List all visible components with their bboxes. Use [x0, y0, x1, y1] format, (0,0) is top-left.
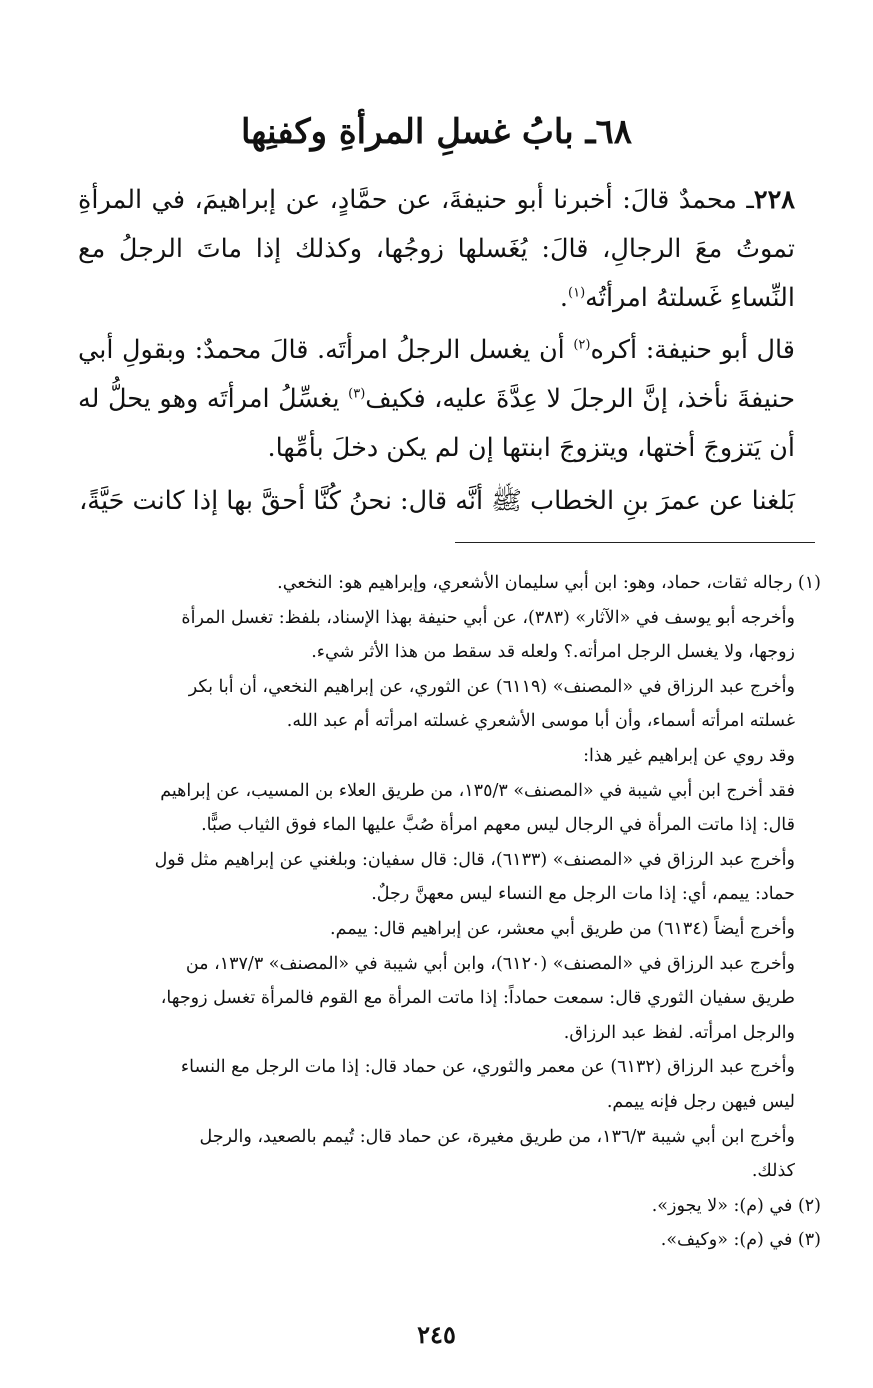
footnote-line: طريق سفيان الثوري قال: سمعت حماداً: إذا ماتت المرأة مع القوم فالمرأة تغسل زوجها،	[160, 988, 795, 1009]
footnote-line: وأخرج عبد الرزاق في «المصنف» (٦١٣٣)، قال: قال سفيان: وبلغني عن إبراهيم مثل قول	[154, 849, 795, 870]
footnote-line: وأخرجه أبو يوسف في «الآثار» (٣٨٣)، عن أبي حنيفة بهذا الإسناد، بلفظ: تغسل المرأة	[181, 607, 795, 628]
page-number: ٢٤٥	[417, 1320, 456, 1349]
footnote-line: كذلك.	[751, 1161, 795, 1182]
hadith-paragraph	[78, 176, 795, 323]
footnote-line: حماد: ييمم، أي: إذا مات الرجل مع النساء ليس معهنَّ رجلٌ.	[371, 884, 795, 905]
footnote-ref-2[interactable]: (٢)	[573, 337, 591, 353]
omar-line: بَلغنا عن عمرَ بنِ الخطاب ﷺ أنَّه قال: نحنُ كُنَّا أحقَّ بها إذا كانت حَيَّةً،	[79, 486, 795, 516]
chapter-title: ٦٨ـ بابُ غسلِ المرأةِ وكفنِها	[240, 112, 633, 152]
opinion-part-3: يغسِّلُ امرأتَه وهو يحلُّ له أن يَتزوجَ أختها، ويتزوجَ ابنتها إن لم يكن دخلَ بأمِّها.	[78, 384, 795, 463]
footnote-line: زوجها، ولا يغسل الرجل امرأته.؟ ولعله قد سقط من هذا الأثر شيء.	[311, 642, 795, 663]
footnotes	[80, 566, 821, 1258]
hadith-text: ـ محمدٌ قالَ: أخبرنا أبو حنيفةَ، عن حمَّادٍ، عن إبراهيمَ، في المرأةِ تموتُ معَ الرجالِ، قالَ: يُغَسلها زوجُها، وكذلك إذا ماتَ الرجلُ مع النِّساءِ غَسلتهُ امرأتُه	[78, 185, 795, 313]
footnote-ref-1[interactable]: (١)	[568, 285, 586, 301]
footnote-line: وأخرج أيضاً (٦١٣٤) من طريق أبي معشر، عن إبراهيم قال: ييمم.	[330, 918, 795, 939]
footnote-line: وأخرج ابن أبي شيبة ١٣٦/٣، من طريق مغيرة، عن حماد قال: تُيمم بالصعيد، والرجل	[199, 1126, 795, 1147]
footnote-line: (٢) في (م): «لا يجوز».	[651, 1195, 821, 1216]
footnote-line: وأخرج عبد الرزاق (٦١٣٢) عن معمر والثوري، عن حماد قال: إذا مات الرجل مع النساء	[180, 1057, 795, 1078]
footnote-line: قال: إذا ماتت المرأة في الرجال ليس معهم امرأة صُبَّ عليها الماء فوق الثياب صبًّا.	[201, 815, 795, 836]
omar-paragraph	[78, 477, 795, 526]
footnote-ref-3[interactable]: (٣)	[348, 386, 366, 402]
opinion-part-2: أن يغسل الرجلُ امرأتَه. قالَ محمدٌ: وبقولِ أبي حنيفةَ نأخذ، إنَّ الرجلَ لا عِدَّةَ عليه، فكيف	[78, 335, 796, 414]
footnote-line: ليس فيهن رجل فإنه ييمم.	[606, 1091, 795, 1112]
footnote-divider	[455, 542, 815, 543]
footnote-line: وقد روي عن إبراهيم غير هذا:	[583, 745, 795, 766]
footnote-line: والرجل امرأته. لفظ عبد الرزاق.	[563, 1022, 795, 1043]
footnote-line: وأخرج عبد الرزاق في «المصنف» (٦١٢٠)، وابن أبي شيبة في «المصنف» ١٣٧/٣، من	[185, 953, 795, 974]
hadith-number: ٢٢٨	[753, 185, 795, 215]
opinion-paragraph	[78, 326, 795, 473]
footnote-line: (٣) في (م): «وكيف».	[660, 1230, 821, 1251]
hadith-end: .	[559, 283, 569, 313]
footnote-line: غسلته امرأته أسماء، وأن أبا موسى الأشعري غسلته امرأته أم عبد الله.	[286, 711, 795, 732]
opinion-part-1: قال أبو حنيفة: أكره	[590, 335, 795, 365]
footnote-line: وأخرج عبد الرزاق في «المصنف» (٦١١٩) عن الثوري، عن إبراهيم النخعي، أن أبا بكر	[188, 676, 795, 697]
footnote-line: (١) رجاله ثقات، حماد، وهو: ابن أبي سليمان الأشعري، وإبراهيم هو: النخعي.	[277, 573, 821, 593]
footnote-line: فقد أخرج ابن أبي شيبة في «المصنف» ١٣٥/٣، من طريق العلاء بن المسيب، عن إبراهيم	[160, 780, 795, 801]
